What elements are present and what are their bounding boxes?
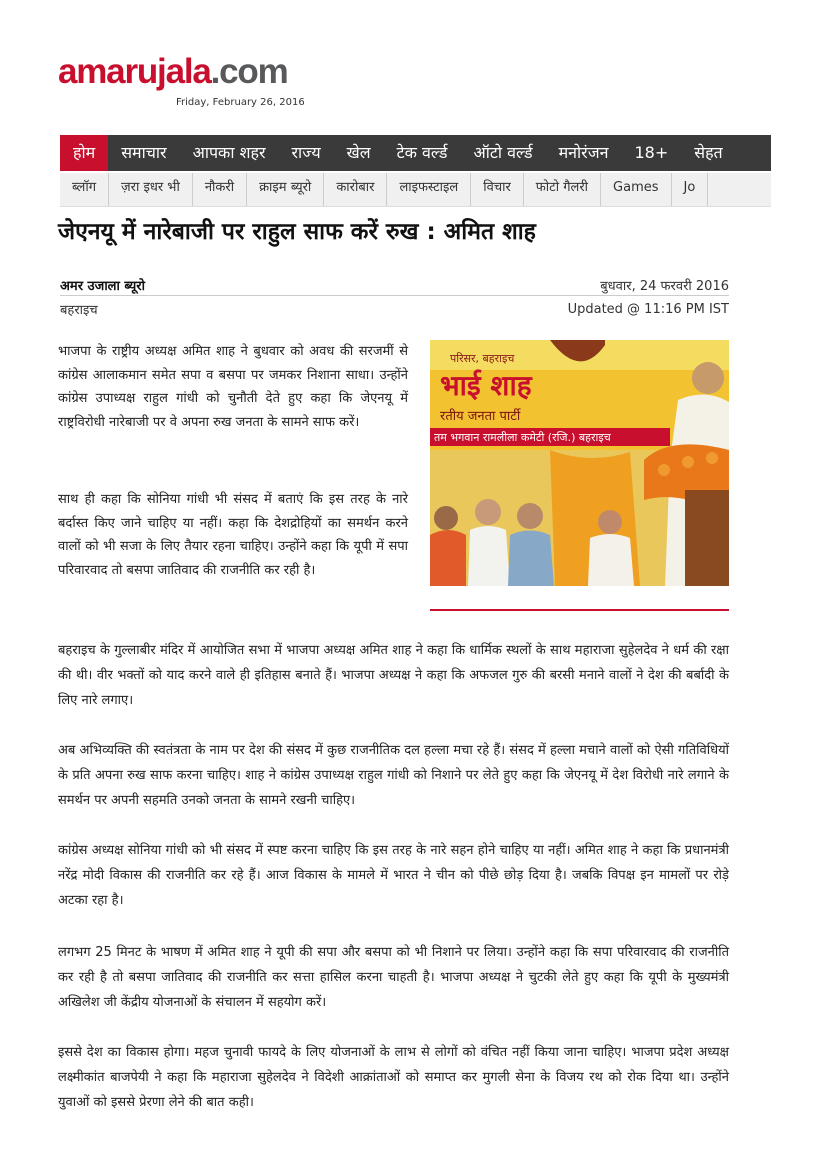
banner-party-text: रतीय जनता पार्टी bbox=[440, 409, 521, 424]
subnav-item-jobs[interactable]: नौकरी bbox=[193, 173, 247, 206]
article-date: बुधवार, 24 फरवरी 2016 bbox=[600, 279, 729, 294]
secondary-nav bbox=[60, 173, 771, 207]
site-date: Friday, February 26, 2016 bbox=[176, 97, 305, 108]
article-updated: Updated @ 11:16 PM IST bbox=[567, 302, 729, 317]
nav-item-news[interactable]: समाचार bbox=[121, 143, 167, 162]
primary-nav bbox=[60, 135, 771, 171]
subnav-item-business[interactable]: कारोबार bbox=[324, 173, 387, 206]
article-photo-illustration bbox=[430, 340, 729, 586]
banner-small-text: परिसर, बहराइच bbox=[450, 352, 515, 365]
nav-item-18plus[interactable]: 18+ bbox=[634, 143, 669, 162]
subnav-item-jo[interactable]: Jo bbox=[672, 173, 709, 206]
nav-item-entertainment[interactable]: मनोरंजन bbox=[558, 143, 609, 162]
article-place: बहराइच bbox=[60, 303, 98, 318]
article-paragraph-4: अब अभिव्यक्ति की स्वतंत्रता के नाम पर देश की संसद में कुछ राजनीतिक दल हल्ला मचा रहे हैं। संसद में हल्ला मचाने वालों को ऐसी गतिविधियों के प्रति अपना रुख साफ करना चाहिए। शाह ने कांग्रेस उपाध्यक्ष राहुल गांधी को निशाने पर लेते हुए कहा कि जेएनयू में देश विरोधी नारे लगाने के समर्थन पर अपनी सहमति उनको जनता के सामने रखनी चाहिए। bbox=[58, 743, 729, 808]
subnav-item-blog[interactable]: ब्लॉग bbox=[60, 173, 109, 206]
subnav-item-look-here[interactable]: ज़रा इधर भी bbox=[109, 173, 193, 206]
subnav-item-crime-bureau[interactable]: क्राइम ब्यूरो bbox=[247, 173, 324, 206]
article-paragraph-3: बहराइच के गुल्लाबीर मंदिर में आयोजित सभा में भाजपा अध्यक्ष अमित शाह ने कहा कि धार्मिक स्थलों के साथ महाराजा सुहेलदेव ने धर्म की रक्षा की थी। वीर भक्तों को याद करने वाले ही इतिहास बनाते हैं। भाजपा अध्यक्ष ने कहा कि अफजल गुरु की बरसी मनाने वालों ने देश की बर्बादी के लिए नारे लगाए। bbox=[58, 643, 729, 708]
article-paragraph-6: लगभग 25 मिनट के भाषण में अमित शाह ने यूपी की सपा और बसपा को भी निशाने पर लिया। उन्होंने कहा कि सपा परिवारवाद की राजनीति कर रही है तो बसपा जातिवाद की राजनीति कर सत्ता हासिल करना चाहती है। भाजपा अध्यक्ष ने चुटकी लेते हुए कहा कि यूपी के मुख्यमंत्री अखिलेश जी केंद्रीय योजनाओं के संचालन में सहयोग करें। bbox=[58, 945, 729, 1010]
article-paragraph-5: कांग्रेस अध्यक्ष सोनिया गांधी को भी संसद में स्पष्ट करना चाहिए कि इस तरह के नारे सहन होने चाहिए या नहीं। अमित शाह ने कहा कि प्रधानमंत्री नरेंद्र मोदी विकास की राजनीति कर रहे हैं। आज विकास के मामले में भारत ने चीन को पीछे छोड़ दिया है। जबकि विपक्ष इन मामलों पर रोड़े अटका रहा है। bbox=[58, 843, 729, 908]
nav-item-auto-world[interactable]: ऑटो वर्ल्ड bbox=[473, 143, 533, 162]
logo-text-main: amarujala bbox=[58, 52, 211, 91]
nav-item-your-city[interactable]: आपका शहर bbox=[192, 143, 266, 162]
article-byline: अमर उजाला ब्यूरो bbox=[60, 279, 145, 294]
nav-item-home[interactable]: होम bbox=[60, 135, 108, 171]
logo-text-domain: .com bbox=[210, 52, 288, 91]
nav-item-health[interactable]: सेहत bbox=[694, 143, 723, 162]
subnav-item-lifestyle[interactable]: लाइफस्टाइल bbox=[387, 173, 471, 206]
site-logo[interactable] bbox=[58, 52, 288, 92]
subnav-item-opinion[interactable]: विचार bbox=[471, 173, 524, 206]
photo-divider bbox=[430, 609, 729, 611]
article-headline: जेएनयू में नारेबाजी पर राहुल साफ करें रुख : अमित शाह bbox=[58, 219, 536, 245]
meta-divider bbox=[60, 295, 729, 296]
banner-org-text: तम भगवान रामलीला कमेटी (रजि.) बहराइच bbox=[434, 431, 611, 444]
nav-item-sports[interactable]: खेल bbox=[346, 143, 371, 162]
banner-name-text: भाई शाह bbox=[440, 369, 532, 402]
subnav-item-photo-gallery[interactable]: फोटो गैलरी bbox=[524, 173, 601, 206]
subnav-item-games[interactable]: Games bbox=[601, 173, 671, 206]
article-photo bbox=[430, 340, 729, 586]
article-paragraph-1: भाजपा के राष्ट्रीय अध्यक्ष अमित शाह ने बुधवार को अवध की सरजमीं से कांग्रेस आलाकमान समेत सपा व बसपा पर जमकर निशाना साधा। उन्होंने कांग्रेस उपाध्यक्ष राहुल गांधी को चुनौती देते हुए कहा कि जेएनयू में राष्ट्रविरोधी नारेबाजी पर वे अपना रुख जनता के सामने साफ करें। bbox=[58, 344, 408, 430]
nav-item-tech-world[interactable]: टेक वर्ल्ड bbox=[396, 143, 448, 162]
article-paragraph-7: इससे देश का विकास होगा। महज चुनावी फायदे के लिए योजनाओं के लाभ से लोगों को वंचित नहीं किया जाना चाहिए। भाजपा प्रदेश अध्यक्ष लक्ष्मीकांत बाजपेयी ने कहा कि महाराजा सुहेलदेव ने विदेशी आक्रांताओं को समाप्त कर मुगली सेना के विजय रथ को रोक दिया था। उन्होंने युवाओं को इससे प्रेरणा लेने की बात कही। bbox=[58, 1045, 729, 1110]
nav-item-states[interactable]: राज्य bbox=[291, 143, 321, 162]
article-paragraph-2: साथ ही कहा कि सोनिया गांधी भी संसद में बताएं कि इस तरह के नारे बर्दास्त किए जाने चाहिए या नहीं। कहा कि देशद्रोहियों का समर्थन करने वालों को भी सजा के लिए तैयार रहना चाहिए। उन्होंने कहा कि यूपी में सपा परिवारवाद तो बसपा जातिवाद की राजनीति कर रही है। bbox=[58, 492, 408, 578]
